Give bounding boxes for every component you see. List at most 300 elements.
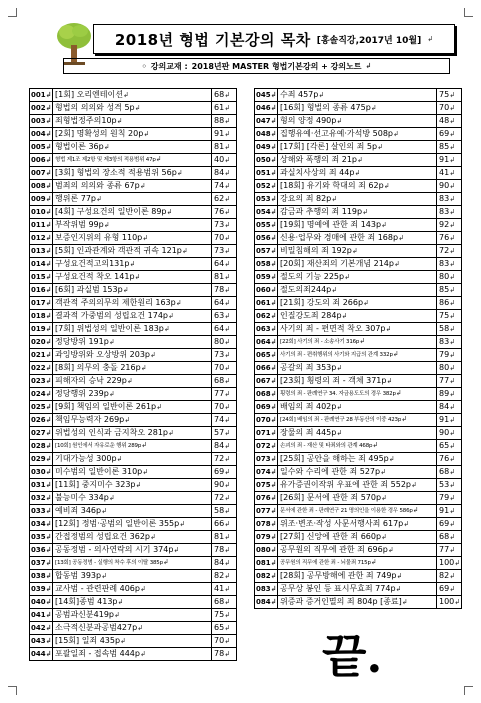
toc-row-title-text: [25회] 공안을 해하는 죄 495p	[280, 454, 389, 463]
toc-row-number-text: 077	[256, 506, 271, 515]
toc-row-page-text: 53	[439, 480, 450, 489]
toc-row-title	[278, 297, 437, 310]
toc-row	[30, 622, 237, 635]
toc-row-number	[255, 167, 278, 180]
paragraph-mark: ↲	[224, 416, 231, 424]
paragraph-mark: ↲	[129, 260, 136, 268]
paragraph-mark: ↲	[270, 363, 277, 372]
toc-row	[255, 531, 462, 544]
toc-row-page-text: 48	[439, 116, 450, 125]
paragraph-mark: ↲	[114, 611, 120, 619]
toc-row	[255, 193, 462, 206]
paragraph-mark: ↲	[270, 129, 277, 138]
toc-row	[30, 531, 237, 544]
toc-row-number	[30, 349, 53, 362]
toc-row-title	[53, 336, 212, 349]
toc-row-page-text: 91	[439, 155, 450, 164]
paragraph-mark: ↲	[116, 455, 123, 463]
toc-row-page	[212, 622, 237, 635]
toc-row-number-text: 025	[31, 402, 46, 411]
toc-row-page	[212, 349, 237, 362]
toc-row-page	[437, 401, 462, 414]
toc-row-page	[437, 453, 462, 466]
toc-row-number	[30, 297, 53, 310]
toc-row-number	[255, 531, 278, 544]
paragraph-mark: ↲	[449, 572, 456, 580]
toc-row-page	[437, 505, 462, 518]
paragraph-mark: ↲	[162, 558, 169, 566]
toc-row	[30, 284, 237, 297]
toc-row	[30, 427, 237, 440]
toc-row-number	[30, 141, 53, 154]
paragraph-mark: ↲	[449, 351, 456, 359]
toc-row	[30, 557, 237, 570]
subtitle-box	[63, 58, 450, 74]
toc-row-number	[255, 115, 278, 128]
toc-row-number-text: 067	[256, 376, 271, 385]
toc-row-number-text: 024	[31, 389, 46, 398]
toc-row-number	[30, 414, 53, 427]
toc-row-page-text: 58	[214, 506, 225, 515]
toc-row-page	[437, 375, 462, 388]
toc-row-page-text: 64	[214, 298, 225, 307]
paragraph-mark: ↲	[45, 545, 52, 554]
paragraph-mark: ↲	[45, 623, 52, 632]
toc-row-page	[437, 388, 462, 401]
toc-row	[255, 128, 462, 141]
toc-row-title-text: 문서에 관한 죄 - 판례연구 21 명의인을 이용한 경우 586p	[280, 508, 413, 514]
paragraph-mark: ↲	[449, 325, 456, 333]
paragraph-mark: ↲	[449, 416, 456, 424]
toc-row-page-text: 81	[214, 272, 225, 281]
paragraph-mark: ↲	[173, 546, 180, 554]
toc-row	[30, 323, 237, 336]
paragraph-mark: ↲	[45, 168, 52, 177]
paragraph-mark: ↲	[45, 480, 52, 489]
toc-row-title-text: 강요의 죄 82p	[280, 194, 332, 203]
toc-row	[30, 596, 237, 609]
toc-row-title	[278, 388, 437, 401]
paragraph-mark: ↲	[270, 441, 277, 450]
toc-row-page-text: 73	[214, 246, 225, 255]
toc-row-title-text: [24회] 배임의 죄 - 판례연구 28 부동산의 이중 423p	[280, 417, 402, 423]
toc-row-title-text: 형법 제1조 제2항 및 제3항의 적용범위 47p	[55, 157, 156, 163]
toc-row-number	[30, 336, 53, 349]
toc-row-page-text: 74	[214, 181, 225, 190]
paragraph-mark: ↲	[150, 533, 156, 541]
toc-row-number	[30, 544, 53, 557]
toc-row-number-text: 074	[256, 467, 271, 476]
toc-row-number-text: 007	[31, 168, 46, 177]
paragraph-mark: ↲	[176, 169, 183, 177]
toc-row-number	[255, 219, 278, 232]
toc-row-title-text: [18회] 유기와 학대의 죄 62p	[280, 181, 384, 190]
toc-row-title-text: 보증인지위의 유형 110p	[55, 233, 143, 242]
toc-row-number	[30, 115, 53, 128]
toc-row-page	[212, 115, 237, 128]
toc-row-number	[255, 128, 278, 141]
toc-row-title	[53, 310, 212, 323]
toc-row-number	[30, 258, 53, 271]
paragraph-mark: ↲	[449, 481, 456, 489]
toc-row	[255, 219, 462, 232]
paragraph-mark: ↲	[224, 351, 231, 359]
paragraph-mark: ↲	[224, 429, 231, 437]
paragraph-mark: ↲	[141, 441, 147, 449]
toc-row-page	[212, 219, 237, 232]
toc-row-page-text: 41	[439, 168, 450, 177]
paragraph-mark: ↲	[398, 234, 404, 242]
toc-row-number	[255, 206, 278, 219]
paragraph-mark: ↲	[224, 403, 231, 411]
toc-row-number-text: 051	[256, 168, 271, 177]
paragraph-mark: ↲	[270, 584, 277, 593]
toc-row-page-text: 74	[214, 415, 225, 424]
toc-row-page	[437, 479, 462, 492]
toc-row-title-text: 책임무능력자 269p	[55, 415, 125, 424]
toc-row-title	[53, 102, 212, 115]
paragraph-mark: ↲	[163, 325, 170, 333]
paragraph-mark: ↲	[270, 467, 277, 476]
toc-row-page	[212, 440, 237, 453]
toc-row-page-text: 90	[439, 428, 450, 437]
paragraph-mark: ↲	[155, 155, 162, 163]
toc-row	[255, 492, 462, 505]
toc-row-page	[212, 518, 237, 531]
paragraph-mark: ↲	[116, 117, 123, 125]
toc-row-page	[437, 466, 462, 479]
toc-row	[255, 284, 462, 297]
toc-row-number-text: 073	[256, 454, 271, 463]
toc-row-page	[437, 128, 462, 141]
toc-row	[30, 115, 237, 128]
toc-row-page	[212, 596, 237, 609]
toc-row	[255, 271, 462, 284]
toc-row-title-text: [8회] 의무의 충돌 216p	[55, 363, 141, 372]
toc-row-page-text: 83	[439, 337, 450, 346]
paragraph-mark: ↲	[45, 181, 52, 190]
paragraph-mark: ↲	[224, 247, 231, 255]
toc-row-title-text: 예비죄 346p	[55, 506, 102, 515]
toc-row-number-text: 012	[31, 233, 46, 242]
toc-row-title-text: 장물의 죄 445p	[280, 428, 337, 437]
toc-row-number-text: 034	[31, 519, 46, 528]
toc-row-title	[278, 557, 437, 570]
paragraph-mark: ↲	[224, 208, 231, 216]
toc-row-number-text: 029	[31, 454, 46, 463]
toc-row-page	[437, 544, 462, 557]
document-title: 2018년 형법 기본강의 목차	[114, 30, 311, 49]
paragraph-mark: ↲	[377, 143, 383, 151]
paragraph-mark: ↲	[449, 299, 456, 307]
paragraph-mark: ↲	[224, 130, 231, 138]
toc-row-number-text: 035	[31, 532, 46, 541]
toc-row-title-text: 위법성의 인식과 금지착오 281p	[55, 428, 168, 437]
paragraph-mark: ↲	[45, 493, 52, 502]
toc-row-number-text: 044	[31, 649, 46, 658]
toc-row-title-text: 손괴의 죄 - 재산 및 타죄와의 관계 468p	[280, 443, 373, 449]
toc-row-title	[278, 440, 437, 453]
toc-row-title	[278, 336, 437, 349]
toc-row-title-text: 형법이론 36p	[55, 142, 104, 151]
paragraph-mark: ↲	[270, 155, 277, 164]
toc-row-page-text: 85	[439, 142, 450, 151]
paragraph-mark: ↲	[45, 610, 52, 619]
toc-row-title-text: [14회]종범 413p	[55, 597, 118, 606]
toc-row-page-text: 88	[214, 116, 225, 125]
toc-row-page	[437, 557, 462, 570]
paragraph-mark: ↲	[270, 298, 277, 307]
paragraph-mark: ↲	[224, 169, 231, 177]
toc-row-page	[212, 583, 237, 596]
paragraph-mark: ↲	[336, 364, 343, 372]
toc-row-title	[53, 154, 212, 167]
toc-row-page-text: 64	[214, 324, 225, 333]
toc-row	[30, 245, 237, 258]
toc-row-number	[255, 544, 278, 557]
toc-row	[30, 128, 237, 141]
page-corner-mark	[464, 686, 473, 695]
toc-row-title	[278, 505, 437, 518]
toc-row-number-text: 019	[31, 324, 46, 333]
toc-row	[255, 154, 462, 167]
paragraph-mark: ↲	[224, 494, 231, 502]
paragraph-mark: ↲	[270, 116, 277, 125]
toc-row	[30, 141, 237, 154]
toc-row-number	[30, 466, 53, 479]
toc-row-title	[278, 102, 437, 115]
toc-row-page-text: 91	[439, 415, 450, 424]
toc-table-right	[254, 88, 462, 609]
toc-row-title	[278, 362, 437, 375]
paragraph-mark: ↲	[45, 636, 52, 645]
paragraph-mark: ↲	[401, 415, 407, 423]
toc-row-title-text: [23회] 횡령의 죄 - 객체 371p	[280, 376, 387, 385]
toc-row-title-text: 절도의 기능 225p	[280, 272, 345, 281]
toc-row-title	[278, 206, 437, 219]
toc-row-title	[53, 453, 212, 466]
toc-row-number-text: 064	[256, 337, 271, 346]
paragraph-mark: ↲	[449, 104, 456, 112]
paragraph-mark: ↲	[101, 507, 107, 515]
toc-row-page	[212, 258, 237, 271]
toc-row	[255, 323, 462, 336]
toc-row-page-text: 91	[214, 129, 225, 138]
toc-row-page-text: 86	[439, 298, 450, 307]
paragraph-mark: ↲	[270, 415, 277, 424]
toc-row-title-text: [26회] 문서에 관한 죄 570p	[280, 493, 382, 502]
toc-row-title-text: 신용·업무와 경매에 관한 죄 168p	[280, 233, 399, 242]
toc-row	[30, 271, 237, 284]
paragraph-mark: ↲	[122, 91, 129, 99]
toc-row-page	[437, 414, 462, 427]
toc-row-number	[30, 154, 53, 167]
toc-row-title	[278, 427, 437, 440]
toc-row-title	[53, 401, 212, 414]
toc-row-page-text: 82	[439, 571, 450, 580]
toc-row-title	[53, 115, 212, 128]
toc-row-page	[437, 115, 462, 128]
toc-row	[255, 479, 462, 492]
toc-row	[255, 557, 462, 570]
paragraph-mark: ↲	[126, 377, 133, 385]
paragraph-mark: ↲	[45, 116, 52, 125]
toc-row-page-text: 76	[439, 454, 450, 463]
paragraph-mark: ↲	[336, 429, 343, 437]
toc-row	[255, 544, 462, 557]
toc-row-page	[437, 89, 462, 102]
toc-row-page	[437, 258, 462, 271]
toc-row-number	[255, 414, 278, 427]
toc-row-number	[30, 362, 53, 375]
subtitle-label: 강의교재 :	[150, 61, 188, 71]
toc-row-title-text: [10회] 원인에서 자유로운 행위 289p	[55, 443, 142, 449]
paragraph-mark: ↲	[167, 312, 174, 320]
paragraph-mark: ↲	[383, 182, 390, 190]
paragraph-mark: ↲	[370, 104, 377, 112]
toc-row-number	[255, 180, 278, 193]
paragraph-mark: ↲	[142, 234, 149, 242]
toc-row-number	[30, 583, 53, 596]
toc-row-title	[278, 115, 437, 128]
toc-row	[30, 180, 237, 193]
toc-row-page	[212, 648, 237, 661]
toc-row-number	[30, 505, 53, 518]
toc-row-title-text: 상해와 폭행의 죄 21p	[280, 155, 357, 164]
toc-row-number-text: 009	[31, 194, 46, 203]
toc-row-page-text: 73	[214, 220, 225, 229]
paragraph-mark: ↲	[270, 324, 277, 333]
paragraph-mark: ↲	[224, 273, 231, 281]
toc-row-number	[30, 219, 53, 232]
toc-row-number	[255, 245, 278, 258]
toc-row	[30, 375, 237, 388]
toc-row-title	[53, 440, 212, 453]
toc-row-page	[437, 284, 462, 297]
toc-row-title	[278, 89, 437, 102]
toc-row-page	[212, 206, 237, 219]
paragraph-mark: ↲	[427, 35, 434, 43]
paragraph-mark: ↲	[45, 142, 52, 151]
toc-row-number	[255, 349, 278, 362]
toc-row-page	[437, 336, 462, 349]
toc-row-number	[255, 557, 278, 570]
toc-row-page	[437, 531, 462, 544]
toc-row	[255, 232, 462, 245]
toc-row-number	[30, 102, 53, 115]
paragraph-mark: ↲	[449, 442, 456, 450]
toc-table-left	[29, 88, 237, 661]
paragraph-mark: ↲	[175, 299, 182, 307]
toc-row-number-text: 071	[256, 428, 271, 437]
toc-row-page	[212, 180, 237, 193]
toc-row-number	[255, 362, 278, 375]
toc-row-title-text: 교사범 - 관련판례 406p	[55, 584, 140, 593]
paragraph-mark: ↲	[270, 220, 277, 229]
toc-row-page-text: 72	[214, 493, 225, 502]
paragraph-mark: ↲	[224, 611, 231, 619]
toc-row	[30, 336, 237, 349]
toc-row-page	[212, 531, 237, 544]
toc-row-title-text: 공동정범 - 의사연락의 시기 374p	[55, 545, 174, 554]
toc-row	[30, 167, 237, 180]
toc-row-page-text: 70	[214, 233, 225, 242]
toc-row-page	[212, 362, 237, 375]
paragraph-mark: ↲	[224, 182, 231, 190]
toc-row-title-text: 행위론 77p	[55, 194, 96, 203]
toc-row-number-text: 048	[256, 129, 271, 138]
toc-row-title-text: 공무원의 직무에 관한 죄 - 뇌물죄 715p	[280, 560, 371, 566]
toc-row-page-text: 100	[439, 597, 455, 606]
toc-row-page-text: 69	[439, 129, 450, 138]
toc-row-number-text: 018	[31, 311, 46, 320]
toc-row	[30, 89, 237, 102]
paragraph-mark: ↲	[143, 130, 150, 138]
toc-row-title-text: 부작위범 99p	[55, 220, 104, 229]
paragraph-mark: ↲	[45, 389, 52, 398]
toc-row	[30, 440, 237, 453]
paragraph-mark: ↲	[224, 637, 231, 645]
paragraph-mark: ↲	[270, 545, 277, 554]
toc-row-page	[212, 635, 237, 648]
paragraph-mark: ↲	[270, 168, 277, 177]
toc-row-number-text: 081	[256, 558, 271, 567]
toc-row-page	[212, 193, 237, 206]
toc-row-number-text: 021	[31, 350, 46, 359]
toc-row-page-text: 75	[439, 90, 450, 99]
toc-row-number-text: 002	[31, 103, 46, 112]
toc-row-page-text: 70	[214, 363, 225, 372]
paragraph-mark: ↲	[270, 571, 277, 580]
toc-row-number	[255, 258, 278, 271]
toc-row-page	[437, 310, 462, 323]
toc-row-page	[437, 167, 462, 180]
paragraph-mark: ↲	[45, 272, 52, 281]
toc-row-number	[30, 570, 53, 583]
toc-row-title-text: 결과적 가중범의 성립요건 174p	[55, 311, 168, 320]
paragraph-mark: ↲	[270, 103, 277, 112]
toc-row-page	[212, 245, 237, 258]
toc-row-title	[278, 245, 437, 258]
toc-row-title-text: 횡령의 죄 - 판례연구 34. 자금용도도의 경우 382p	[280, 391, 396, 397]
paragraph-mark: ↲	[270, 259, 277, 268]
paragraph-mark: ↲	[449, 429, 456, 437]
toc-row-page	[212, 427, 237, 440]
paragraph-mark: ↲	[449, 390, 456, 398]
toc-row-page-text: 64	[214, 259, 225, 268]
paragraph-mark: ↲	[224, 156, 231, 164]
toc-row-page-text: 68	[214, 597, 225, 606]
toc-row-number-text: 010	[31, 207, 46, 216]
toc-row-number	[255, 505, 278, 518]
toc-row	[255, 258, 462, 271]
paragraph-mark: ↲	[270, 376, 277, 385]
toc-row-number-text: 039	[31, 584, 46, 593]
paragraph-mark: ↲	[359, 337, 365, 345]
paragraph-mark: ↲	[45, 207, 52, 216]
toc-row-title-text: 수죄 457p	[280, 90, 319, 99]
paragraph-mark: ↲	[393, 260, 400, 268]
paragraph-mark: ↲	[45, 519, 52, 528]
toc-row-title	[53, 414, 212, 427]
paragraph-mark: ↲	[166, 208, 173, 216]
toc-row	[255, 583, 462, 596]
toc-row-number	[30, 128, 53, 141]
paragraph-mark: ↲	[108, 390, 115, 398]
toc-row-page-text: 70	[214, 402, 225, 411]
toc-row-number-text: 038	[31, 571, 46, 580]
paragraph-mark: ↲	[224, 598, 231, 606]
